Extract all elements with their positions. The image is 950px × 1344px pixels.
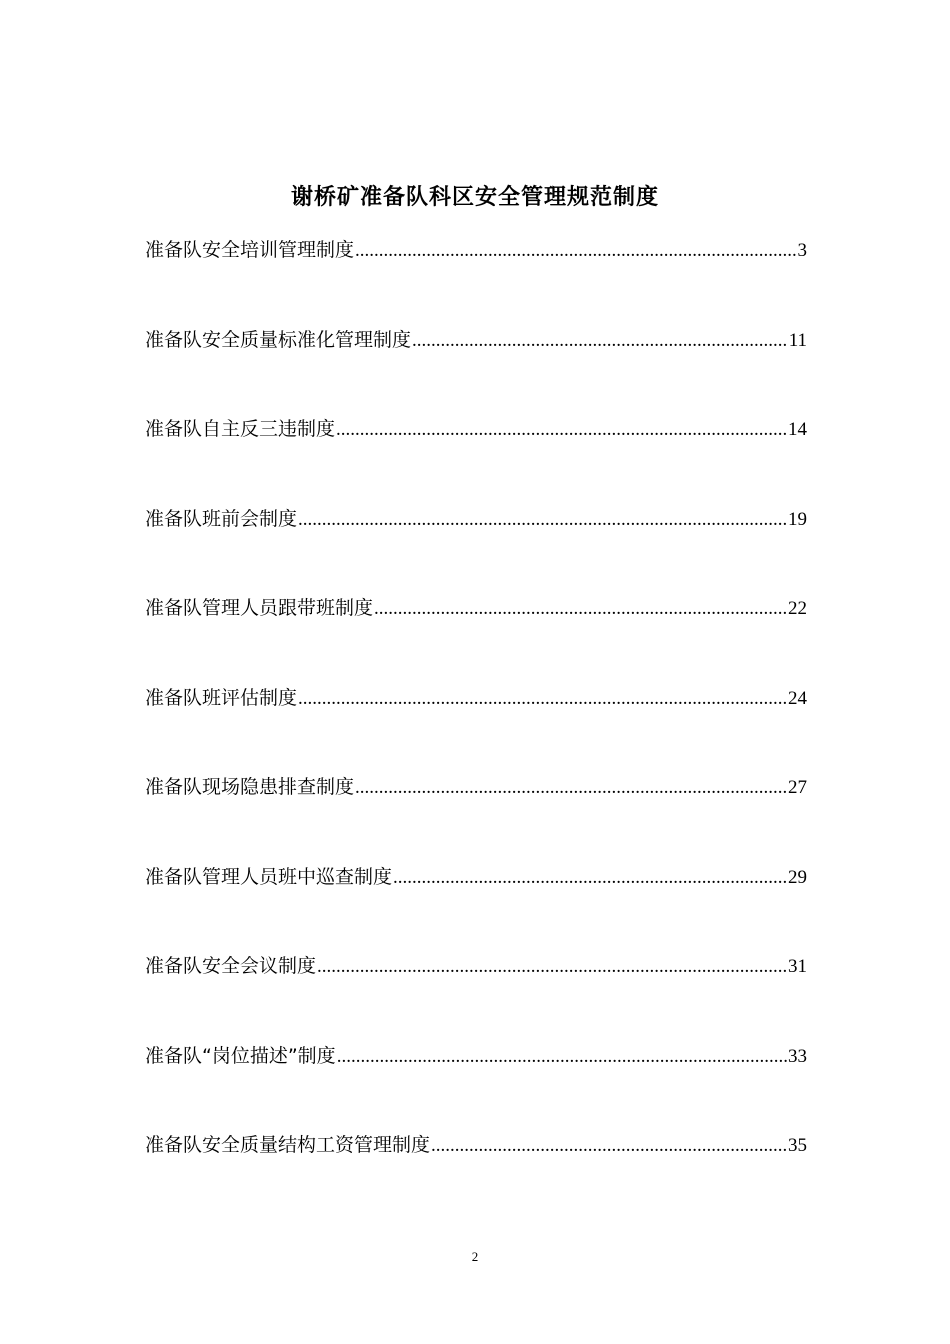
toc-entry-label: 准备队安全质量结构工资管理制度 <box>145 1134 431 1156</box>
toc-entry-page: 29 <box>788 866 807 888</box>
table-of-contents <box>145 232 807 1217</box>
toc-entry[interactable] <box>145 680 807 770</box>
toc-entry-page: 3 <box>797 240 807 261</box>
toc-dot-leader <box>393 860 787 896</box>
toc-dot-leader <box>298 681 787 717</box>
toc-dot-leader <box>412 323 788 359</box>
toc-dot-leader <box>337 1039 787 1075</box>
toc-entry-label: 准备队自主反三违制度 <box>145 418 336 440</box>
toc-entry-page: 33 <box>788 1045 807 1067</box>
document-title: 谢桥矿准备队科区安全管理规范制度 <box>290 185 659 210</box>
toc-entry-label: 准备队管理人员班中巡查制度 <box>145 865 393 888</box>
toc-dot-leader <box>317 949 787 985</box>
toc-entry[interactable] <box>145 590 807 680</box>
toc-dot-leader <box>431 1128 787 1164</box>
toc-entry-page: 31 <box>788 956 807 977</box>
toc-entry[interactable] <box>145 859 807 949</box>
toc-entry-label: 准备队安全会议制度 <box>145 955 317 977</box>
toc-entry[interactable] <box>145 1127 807 1217</box>
toc-dot-leader <box>374 591 787 627</box>
toc-entry[interactable] <box>145 948 807 1038</box>
toc-entry-page: 22 <box>788 598 807 619</box>
toc-entry-page: 11 <box>788 329 807 351</box>
toc-dot-leader <box>355 233 796 269</box>
toc-entry-page: 24 <box>788 687 807 709</box>
toc-dot-leader <box>355 770 787 806</box>
toc-dot-leader <box>298 502 787 538</box>
toc-entry-page: 27 <box>788 777 807 798</box>
toc-entry-label: 准备队班评估制度 <box>145 686 298 709</box>
toc-entry-label: 准备队“岗位描述”制度 <box>145 1044 336 1067</box>
toc-entry-label: 准备队班前会制度 <box>145 507 298 530</box>
toc-entry[interactable] <box>145 322 807 412</box>
toc-entry[interactable] <box>145 411 807 501</box>
toc-entry-page: 14 <box>788 419 807 440</box>
toc-dot-leader <box>336 412 787 448</box>
toc-entry-label: 准备队管理人员跟带班制度 <box>145 597 374 619</box>
toc-entry-page: 35 <box>788 1135 807 1156</box>
toc-entry[interactable] <box>145 769 807 859</box>
toc-entry-label: 准备队现场隐患排查制度 <box>145 776 355 798</box>
toc-entry[interactable] <box>145 1038 807 1128</box>
toc-entry[interactable] <box>145 501 807 591</box>
page-number: 2 <box>471 1249 479 1264</box>
toc-entry-label: 准备队安全培训管理制度 <box>145 239 355 261</box>
toc-entry-page: 19 <box>788 508 807 530</box>
toc-entry[interactable] <box>145 232 807 322</box>
toc-entry-label: 准备队安全质量标准化管理制度 <box>145 328 412 351</box>
